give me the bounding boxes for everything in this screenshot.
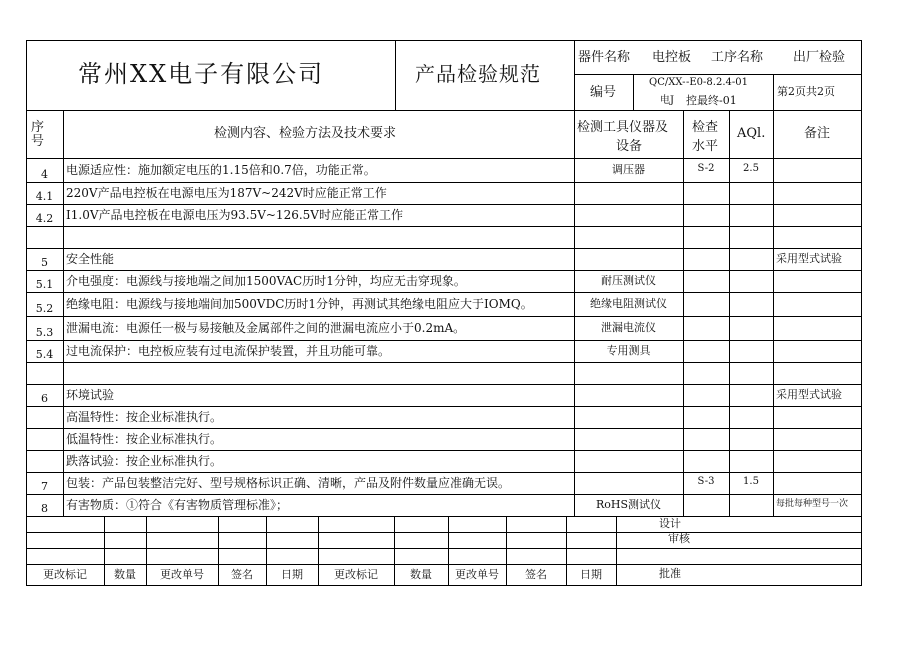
review-label: 审核: [668, 532, 690, 545]
code-value-part4: 控最终-01: [686, 94, 737, 107]
change-record-label: 数量: [114, 568, 136, 581]
row-content: 环境试验: [66, 388, 115, 402]
grid-line: [26, 182, 861, 183]
col-seq-header-2: 号: [31, 134, 45, 149]
grid-line: [26, 270, 861, 271]
row-level: S-3: [697, 476, 715, 487]
row-content: 跌落试验：按企业标准执行。: [66, 454, 223, 468]
change-record-label: 更改标记: [334, 568, 378, 581]
row-content: 高温特性：按企业标准执行。: [66, 410, 223, 424]
col-content-header: 检测内容、检验方法及技术要求: [214, 126, 397, 141]
change-record-label: 日期: [281, 568, 303, 581]
row-remark: 采用型式试验: [776, 388, 842, 401]
row-content: 包装：产品包装整洁完好、型号规格标识正确、清晰，产品及附件数量应准确无误。: [66, 476, 511, 490]
part-name-value: 电控板: [652, 50, 692, 65]
row-remark: 每批每种型号一次: [776, 499, 849, 509]
code-label: 编号: [590, 85, 617, 100]
row-seq: 4.2: [35, 212, 54, 225]
grid-line: [26, 428, 861, 429]
grid-line: [616, 516, 617, 586]
grid-line: [395, 40, 396, 110]
col-remark-header: 备注: [804, 126, 831, 141]
grid-line: [26, 362, 861, 363]
row-seq: 5.3: [35, 326, 54, 339]
grid-line: [63, 110, 64, 516]
row-content: 220V产品电控板在电源电压为187V~242V时应能正常工作: [66, 186, 387, 200]
grid-line: [773, 110, 774, 516]
grid-line: [773, 74, 774, 110]
row-content: 低温特性：按企业标准执行。: [66, 432, 223, 446]
row-content: 介电强度：电源线与接地端之间加1500VAC历时1分钟，均应无击穿现象。: [66, 274, 466, 288]
grid-line: [26, 384, 861, 385]
approve-label: 批准: [659, 567, 681, 580]
design-label: 设计: [659, 517, 681, 530]
row-content: 泄漏电流：电源任一极与易接触及金属部件之间的泄漏电流应小于0.2mA。: [66, 321, 466, 335]
row-content: I1.0V产品电控板在电源电压为93.5V~126.5V时应能正常工作: [66, 208, 403, 222]
grid-line: [26, 226, 861, 227]
col-aql-header: AQl.: [737, 126, 766, 141]
change-record-label: 签名: [525, 568, 547, 581]
grid-line: [574, 74, 861, 75]
row-content: 安全性能: [66, 252, 115, 266]
col-tool-header-1: 检测工具仪器及: [577, 120, 669, 135]
document-title: 产品检验规范: [415, 62, 541, 86]
row-seq: 7: [41, 480, 48, 493]
row-remark: 采用型式试验: [776, 252, 842, 265]
grid-line: [26, 548, 861, 549]
grid-line: [26, 406, 861, 407]
row-seq: 4: [41, 168, 48, 181]
grid-line: [26, 316, 861, 317]
change-record-label: 日期: [580, 568, 602, 581]
grid-line: [26, 204, 861, 205]
row-aql: 2.5: [743, 163, 759, 174]
grid-line: [26, 248, 861, 249]
grid-line: [26, 472, 861, 473]
row-content: 绝缘电阻：电源线与接地端间加500VDC历时1分钟，再测试其绝缘电阻应大于IOMQ。: [66, 297, 533, 311]
col-seq-header-1: 序: [31, 120, 45, 135]
page-info: 第2页共2页: [777, 85, 835, 98]
col-tool-header-2: 设备: [616, 139, 643, 154]
row-seq: 6: [41, 392, 48, 405]
code-value-part3: -E0-8.2.4-01: [686, 77, 748, 88]
row-tool: 调压器: [612, 163, 645, 176]
code-value-part1: QC/XX-: [649, 77, 686, 88]
grid-line: [574, 40, 575, 110]
row-level: S-2: [697, 163, 715, 174]
grid-line: [26, 292, 861, 293]
grid-line: [26, 158, 861, 159]
part-name-label: 器件名称: [578, 50, 631, 65]
row-seq: 5.1: [35, 278, 54, 291]
grid-line: [26, 564, 861, 565]
change-record-label: 数量: [410, 568, 432, 581]
grid-line: [26, 516, 861, 517]
row-seq: 4.1: [35, 190, 54, 203]
change-record-label: 更改单号: [160, 568, 204, 581]
row-tool: RoHS测试仪: [595, 498, 662, 511]
company-name: 常州XX电子有限公司: [78, 60, 325, 88]
change-record-label: 更改标记: [43, 568, 87, 581]
grid-line: [26, 494, 861, 495]
grid-line: [633, 74, 634, 110]
grid-line: [26, 340, 861, 341]
grid-line: [26, 450, 861, 451]
row-seq: 5: [41, 256, 48, 269]
row-content: 过电流保护：电控板应装有过电流保护装置，并且功能可靠。: [66, 344, 391, 358]
row-seq: 5.4: [35, 348, 54, 361]
grid-line: [26, 532, 861, 533]
row-content: 有害物质：①符合《有害物质管理标准》；: [66, 498, 289, 512]
change-record-label: 更改单号: [455, 568, 499, 581]
process-name-value: 出厂检验: [793, 50, 846, 65]
row-aql: 1.5: [743, 476, 759, 487]
row-seq: 8: [41, 502, 48, 515]
process-name-label: 工序名称: [711, 50, 764, 65]
col-level-header-2: 水平: [692, 139, 719, 154]
code-value-part2: 电J: [660, 95, 675, 106]
row-seq: 5.2: [35, 302, 54, 315]
row-content: 电源适应性：施加额定电压的1.15倍和0.7倍，功能正常。: [66, 163, 376, 177]
row-tool: 绝缘电阻测试仪: [590, 297, 667, 310]
col-level-header-1: 检查: [692, 120, 719, 135]
row-tool: 专用测具: [606, 344, 651, 357]
row-tool: 耐压测试仪: [601, 274, 656, 287]
grid-line: [26, 110, 861, 111]
row-tool: 泄漏电流仪: [601, 321, 656, 334]
change-record-label: 签名: [231, 568, 253, 581]
